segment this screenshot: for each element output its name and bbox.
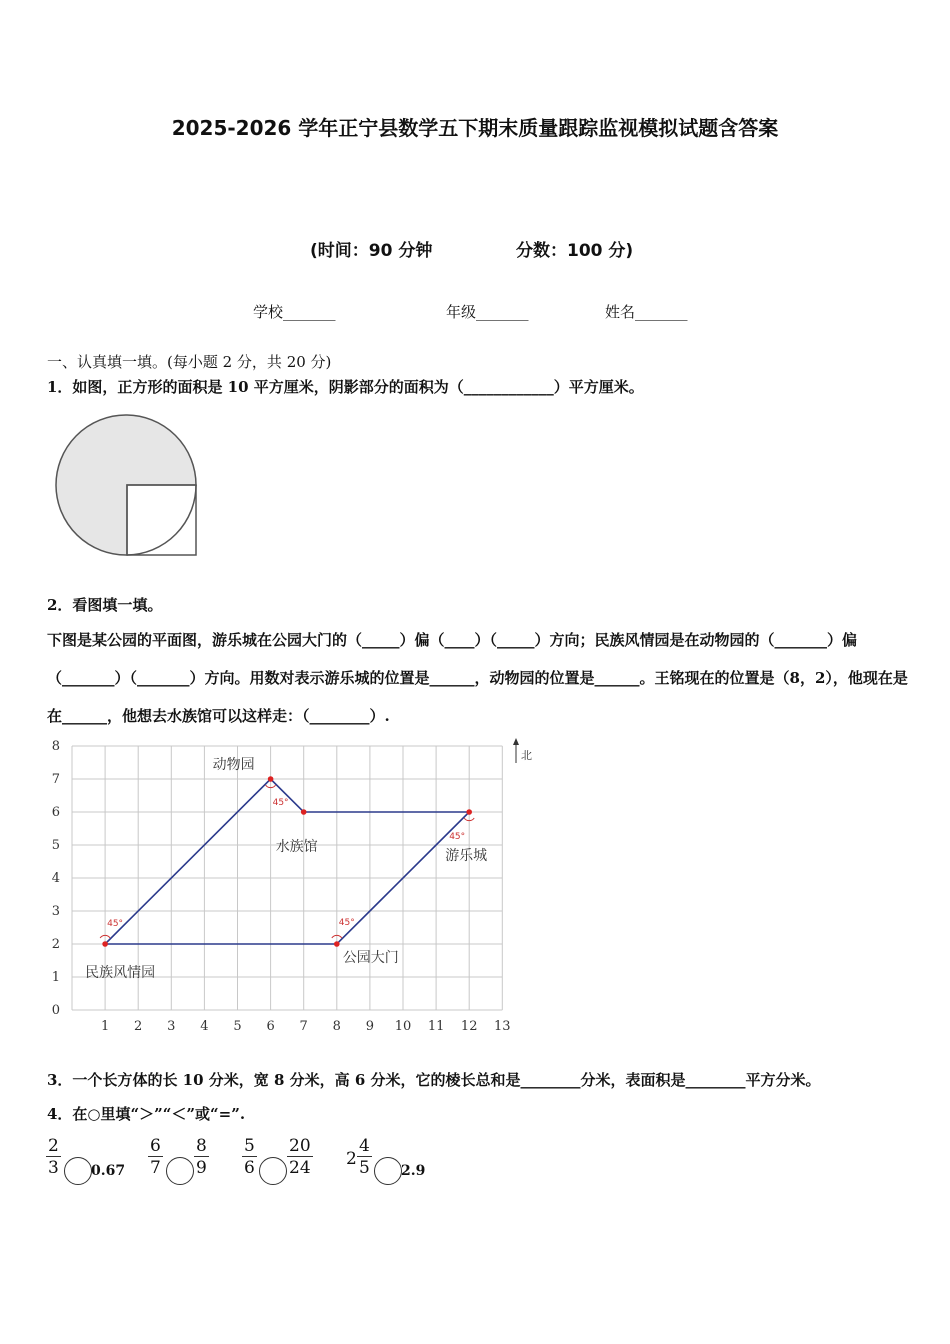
location-label: 水族馆 xyxy=(275,839,318,855)
x-tick-label: 5 xyxy=(233,1019,242,1034)
y-tick-label: 4 xyxy=(51,871,60,886)
exam-time: (时间：90 分钟 xyxy=(310,241,433,261)
park-map xyxy=(40,733,550,1043)
location-label: 民族风情园 xyxy=(85,965,156,981)
location-point xyxy=(268,776,274,782)
answer-circle[interactable] xyxy=(166,1157,194,1185)
angle-label: 45° xyxy=(338,918,355,928)
exam-score: 分数：100 分) xyxy=(516,241,634,261)
answer-circle[interactable] xyxy=(259,1157,287,1185)
y-tick-label: 7 xyxy=(51,772,60,787)
question-4: 4．在○里填“＞”“＜”或“=”. xyxy=(47,1105,246,1123)
angle-label: 45° xyxy=(272,798,289,808)
location-point xyxy=(334,941,340,947)
whole-number: 2 xyxy=(346,1149,357,1169)
location-point xyxy=(102,941,108,947)
north-arrow-icon xyxy=(513,738,519,763)
x-tick-label: 12 xyxy=(460,1019,478,1034)
question-1: 1．如图，正方形的面积是 10 平方厘米，阴影部分的面积为（____________）平方厘米。 xyxy=(47,378,644,396)
name-field: 姓名_______ xyxy=(605,303,688,321)
y-tick-label: 3 xyxy=(51,904,60,919)
x-tick-label: 4 xyxy=(200,1019,209,1034)
x-tick-label: 9 xyxy=(365,1019,375,1034)
x-tick-label: 7 xyxy=(299,1019,308,1034)
x-tick-label: 10 xyxy=(394,1019,412,1034)
angle-label: 45° xyxy=(449,832,466,842)
fraction: $\frac{6}{7}$ xyxy=(150,1136,161,1178)
fraction: $\frac{20}{24}$ xyxy=(289,1136,311,1178)
x-tick-label: 2 xyxy=(134,1019,143,1034)
x-tick-label: 8 xyxy=(332,1019,341,1034)
y-tick-label: 2 xyxy=(51,937,60,952)
page-title: 2025-2026 学年正宁县数学五下期末质量跟踪监视模拟试题含答案 xyxy=(171,116,779,140)
location-label: 游乐城 xyxy=(445,848,488,864)
map-axes xyxy=(52,739,511,1034)
x-tick-label: 11 xyxy=(427,1019,445,1034)
north-label: 北 xyxy=(521,749,532,762)
answer-circle[interactable] xyxy=(64,1157,92,1185)
school-field: 学校_______ xyxy=(253,303,336,321)
x-tick-label: 3 xyxy=(167,1019,176,1034)
decimal-value: 0.67 xyxy=(91,1163,126,1179)
section-heading: 一、认真填一填。(每小题 2 分，共 20 分) xyxy=(47,353,332,371)
grade-field: 年级_______ xyxy=(446,303,529,321)
fraction: $\frac{2}{3}$ xyxy=(48,1136,59,1178)
y-tick-label: 1 xyxy=(51,970,60,985)
answer-circle[interactable] xyxy=(374,1157,402,1185)
x-tick-label: 1 xyxy=(100,1019,110,1034)
fraction: $\frac{4}{5}$ xyxy=(359,1136,370,1178)
y-tick-label: 0 xyxy=(51,1003,60,1018)
decimal-value: 2.9 xyxy=(401,1163,426,1179)
question-2-heading: 2．看图填一填。 xyxy=(47,596,163,614)
x-tick-label: 6 xyxy=(266,1019,275,1034)
location-label: 公园大门 xyxy=(342,950,399,966)
question-2-body: 下图是某公园的平面图，游乐城在公园大门的（_____）偏（____）（_____）方向；民族风情园是在动物园的（_______）偏（_______）（_______）方向。用数对表示游乐城的位置是______，动物园的位置是______。王铭现在的位置是（8，2），他现在是在______，他想去水族馆可以这样走：（________）. xyxy=(47,631,908,725)
map-labels xyxy=(85,756,487,981)
question-3: 3．一个长方体的长 10 分米，宽 8 分米，高 6 分米，它的棱长总和是________分米，表面积是________平方分米。 xyxy=(47,1071,821,1089)
circle-square-figure xyxy=(52,410,202,560)
fraction: $\frac{5}{6}$ xyxy=(244,1136,255,1178)
x-tick-label: 13 xyxy=(494,1019,511,1034)
angle-label: 45° xyxy=(107,919,124,929)
location-point xyxy=(466,809,472,815)
y-tick-label: 8 xyxy=(51,739,60,754)
y-tick-label: 6 xyxy=(51,805,60,820)
fraction: $\frac{8}{9}$ xyxy=(196,1136,207,1178)
location-point xyxy=(301,809,307,815)
y-tick-label: 5 xyxy=(51,838,60,853)
location-label: 动物园 xyxy=(212,757,255,773)
